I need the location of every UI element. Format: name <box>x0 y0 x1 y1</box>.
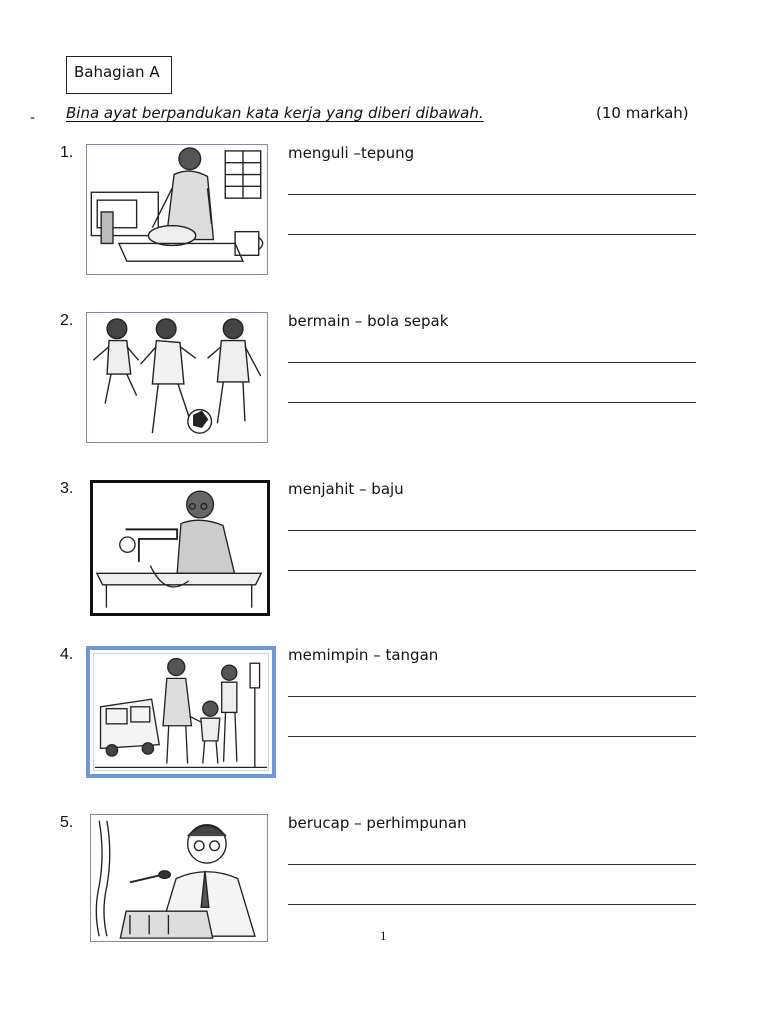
verb-phrase: menguli –tepung <box>288 144 415 162</box>
question-number: 3. <box>60 480 74 497</box>
instruction-text: Bina ayat berpandukan kata kerja yang diberi dibawah. <box>66 104 484 122</box>
verb-phrase: berucap – perhimpunan <box>288 814 467 832</box>
question-number: 2. <box>60 312 74 329</box>
question-3 <box>60 480 710 620</box>
verb-phrase: menjahit – baju <box>288 480 404 498</box>
answer-line[interactable] <box>288 530 696 531</box>
answer-line[interactable] <box>288 904 696 905</box>
question-2 <box>60 312 710 452</box>
marks-label: (10 markah) <box>596 104 689 122</box>
margin-dash: - <box>30 110 36 126</box>
answer-line[interactable] <box>288 696 696 697</box>
sewing-machine-illustration <box>90 480 270 616</box>
verb-phrase: memimpin – tangan <box>288 646 439 664</box>
page-number: 1 <box>380 928 387 943</box>
question-1 <box>60 144 710 284</box>
speech-at-assembly-illustration <box>90 814 268 942</box>
answer-line[interactable] <box>288 736 696 737</box>
answer-line[interactable] <box>288 864 696 865</box>
question-number: 1. <box>60 144 74 161</box>
question-number: 5. <box>60 814 74 831</box>
holding-hands-illustration <box>86 646 276 778</box>
answer-line[interactable] <box>288 234 696 235</box>
answer-line[interactable] <box>288 194 696 195</box>
answer-line[interactable] <box>288 570 696 571</box>
verb-phrase: bermain – bola sepak <box>288 312 449 330</box>
answer-line[interactable] <box>288 362 696 363</box>
kneading-dough-illustration <box>86 144 268 275</box>
question-4 <box>60 646 710 786</box>
section-label: Bahagian A <box>66 56 172 94</box>
football-players-illustration <box>86 312 268 443</box>
answer-line[interactable] <box>288 402 696 403</box>
question-number: 4. <box>60 646 74 663</box>
